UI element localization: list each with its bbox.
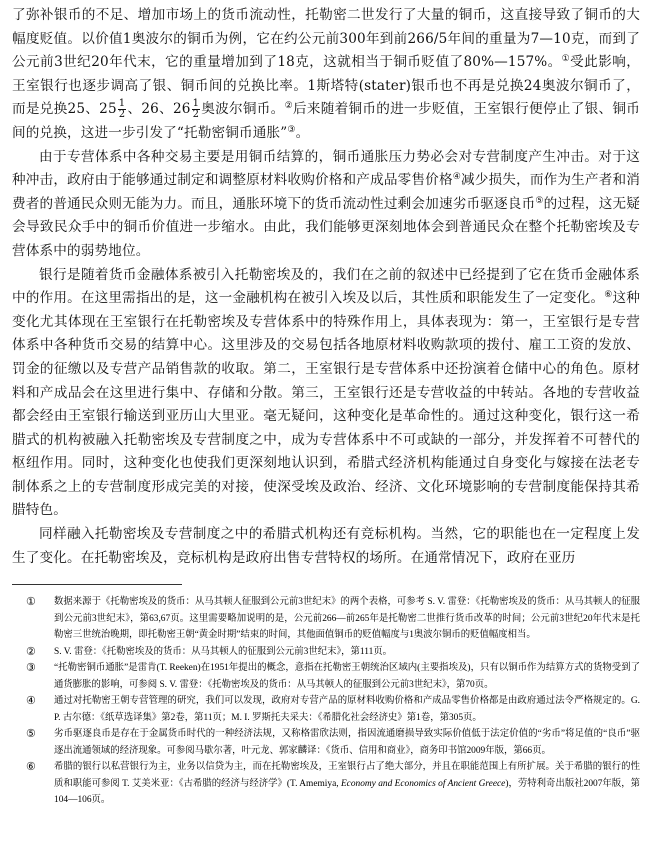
footnote-text-a: 希腊的银行以私营银行为主，业务以信贷为主，而在托勒密埃及，王室银行占了绝大部分，并且在职能范围上有所扩展。关于希腊的银行的性质和职能可参阅 T. 艾美米亚：《古希腊的经济与经济学》(T. Amemiya, [54, 762, 640, 789]
footnote-ref-2[interactable]: ② [284, 101, 293, 112]
paragraph-3 [12, 264, 640, 524]
footnote-divider [12, 584, 182, 585]
paragraph-1-text-c: 、26、26 [127, 101, 191, 118]
footnote-mark: ④ [26, 695, 36, 707]
paragraph-4-text-a: 同样融入托勒密埃及专营制度之中的希腊式机构还有竞标机构。当然，它的职能也在一定程度上发生了变化。在托勒密埃及，竞标机构是政府出售专营特权的场所。在通常情况下，政府在亚历 [12, 526, 640, 566]
paragraph-1-text-b: 受此影响，王室银行也逐步调高了银、铜币间的兑换比率。1斯塔特(stater)银币也不再是兑换24奥波尔铜币了，而是兑换25、25 [12, 54, 640, 118]
document-page [12, 4, 640, 576]
paragraph-4 [12, 523, 640, 570]
footnotes [12, 594, 640, 809]
paragraph-2 [12, 146, 640, 264]
footnote-text: 数据来源于《托勒密埃及的货币：从马其顿人征服到公元前3世纪末》的两个表格，可参考 S. V. 雷登：《托勒密埃及的货币：从马其顿人的征服到公元前3世纪末》，第63,67页。这里需要略加说明的是，公元前266—前265年是托勒密二世推行货币改革的时间；公元前3世纪20年代末是托勒密三世统治晚期，即托勒密王朝“黄金时期”结束的时间，其他面值铜币的贬值幅度与1奥波尔铜币的贬值幅度相当。 [54, 597, 640, 640]
footnote-4 [12, 693, 640, 726]
fraction-half-2 [192, 99, 201, 120]
footnote-ref-5[interactable]: ⑤ [535, 195, 544, 206]
footnote-ref-4[interactable]: ④ [452, 172, 461, 183]
paragraph-1-text-f: 。 [295, 124, 310, 141]
footnote-mark: ② [26, 645, 36, 658]
footnote-text-b: )，劳特利奇出版社2007年版，第104—106页。 [54, 778, 640, 805]
paragraph-2-text-b: 减少损失，而作为生产者和消费者的普通民众则无能为力。而且，通胀环境下的货币流动性过剩会加速劣币驱逐良币 [12, 172, 640, 212]
fraction-denominator: 2 [118, 109, 126, 121]
fraction-numerator: 1 [118, 98, 126, 110]
footnote-mark: ⑤ [26, 728, 36, 740]
footnote-mark: ⑥ [26, 761, 36, 773]
body-text [12, 4, 640, 576]
footnote-mark: ③ [26, 662, 36, 674]
footnote-text: 通过对托勒密王朝专营管理的研究，我们可以发现，政府对专营产品的原材料收购价格和产成品零售价格都是由政府通过法令严格规定的。G. P. 古尔德：《纸草选译集》第2卷，第11页；M. I. 罗斯托夫采夫：《希腊化社会经济史》第1卷，第305页。 [54, 696, 640, 723]
paragraph-1-text-a: 了弥补银币的不足、增加市场上的货币流动性，托勒密二世发行了大量的铜币，这直接导致了铜币的大幅度贬值。以价值1奥波尔的铜币为例，它在约公元前300年到前266/5年间的重量为7—10克，而到了公元前3世纪20年代末，它的重量增加到了18克，这就相当于铜币贬值了80%—157%。 [12, 7, 640, 71]
footnote-2 [12, 644, 640, 661]
footnote-ref-6[interactable]: ⑥ [604, 290, 613, 301]
footnote-5 [12, 726, 640, 759]
footnote-3 [12, 660, 640, 693]
footnote-1 [12, 594, 640, 644]
footnote-6 [12, 759, 640, 809]
footnote-ref-3[interactable]: ③ [287, 124, 296, 135]
fraction-numerator: 1 [192, 98, 200, 110]
paragraph-3-text-b: 这种变化尤其体现在王室银行在托勒密埃及专营体系中的特殊作用上，具体表现为：第一，王室银行是专营体系中各种货币交易的结算中心。这里涉及的交易包括各地原材料收购款项的拨付、雇工工资的发放、罚金的征缴以及专营产品销售款的收取。第二，王室银行是专营体系中还扮演着仓储中心的角色。原材料和产成品会在这里进行集中、存储和分散。第三，王室银行还是专营收益的中转站。各地的专营收益都会经由王室银行输送到亚历山大里亚。毫无疑问，这种变化是革命性的。通过这种变化，银行这一希腊式的机构被融入托勒密埃及专营制度之中，成为专营体系中不可或缺的一部分，并发挥着不可替代的枢纽作用。同时，这种变化也使我们更深刻地认识到，希腊式经济机构能通过自身变化与嫁接在法老专制体系之上的专营制度形成完美的对接，使深受埃及政治、经济、文化环境影响的专营制度能保持其希腊特色。 [12, 290, 640, 519]
footnote-text: 劣币驱逐良币是存在于金属货币时代的一种经济法规，又称格雷欣法则，指因流通磨损导致实际价值低于法定价值的“劣币”将足值的“良币”驱逐出流通领域的经济现象。可参阅马歇尔著，叶元龙、郭家麟译：《货币、信用和商业》，商务印书馆2009年版，第66页。 [54, 729, 640, 756]
footnote-text: “托勒密铜币通胀”是雷肯(T. Reeken)在1951年提出的概念，意指在托勒密王朝统治区域内(主要指埃及)，只有以铜币作为结算方式的货物受到了通货膨胀的影响，可参阅 S. V. 雷登：《托勒密埃及的货币：从马其顿人的征服到公元前3世纪末》，第70页。 [54, 663, 640, 690]
footnote-book-title: Economy and Economics of Ancient Greece [340, 778, 506, 789]
paragraph-3-text-a: 银行是随着货币金融体系被引入托勒密埃及的，我们在之前的叙述中已经提到了它在货币金融体系中的作用。在这里需指出的是，这一金融机构在被引入埃及以后，其性质和职能发生了一定变化。 [12, 266, 640, 307]
footnote-text: S. V. 雷登：《托勒密埃及的货币：从马其顿人的征服到公元前3世纪末》，第111页。 [54, 646, 393, 657]
footnote-ref-1[interactable]: ① [561, 54, 571, 65]
paragraph-1-text-d: 奥波尔铜币。 [201, 101, 285, 118]
paragraph-2-text-c: 的过程，这无疑会导致民众手中的铜币价值进一步缩水。由此，我们能够更深刻地体会到普通民众在整个托勒密埃及专营体系中的弱势地位。 [12, 195, 640, 259]
fraction-half-1 [118, 99, 127, 120]
fraction-denominator: 2 [192, 109, 200, 121]
paragraph-1-text-e: 后来随着铜币的进一步贬值，王室银行便停止了银、铜币间的兑换，这进一步引发了“托勒密铜币通胀” [12, 101, 640, 141]
footnote-mark: ① [26, 596, 36, 608]
paragraph-1 [12, 4, 640, 146]
paragraph-2-text-a: 由于专营体系中各种交易主要是用铜币结算的，铜币通胀压力势必会对专营制度产生冲击。对于这种冲击，政府由于能够通过制定和调整原材料收购价格和产成品零售价格 [12, 148, 640, 189]
